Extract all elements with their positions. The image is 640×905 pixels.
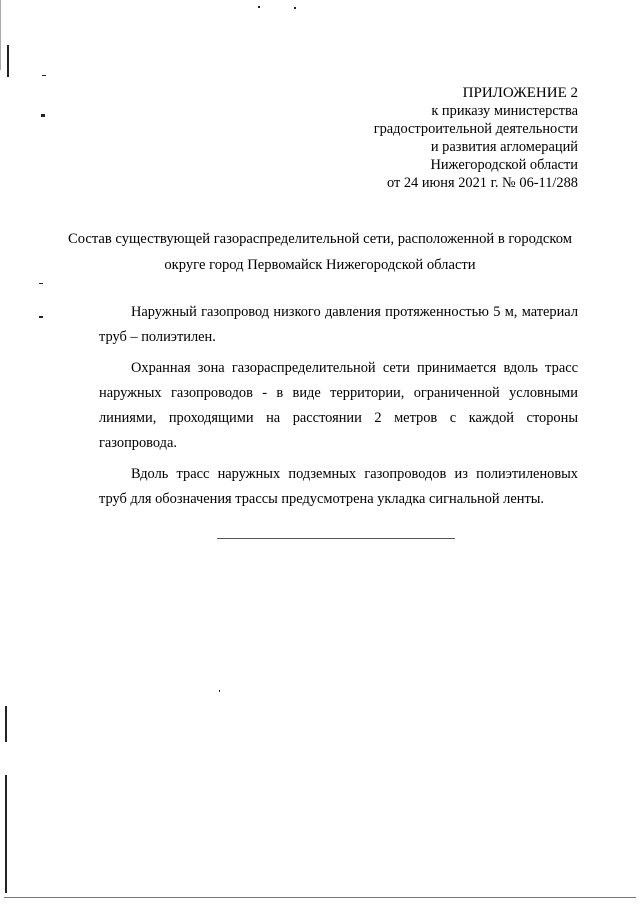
order-reference-line-4: Нижегородской области [430, 157, 578, 173]
document-body [99, 300, 578, 518]
order-reference-line-3: и развития агломераций [430, 139, 578, 155]
scan-bottom-line [4, 897, 636, 898]
scan-speck [219, 690, 220, 692]
order-reference-line-1: к приказу министерства [431, 103, 578, 119]
scan-speck [41, 114, 45, 117]
appendix-label: ПРИЛОЖЕНИЕ 2 [462, 85, 578, 101]
scan-speck [294, 7, 296, 9]
scan-speck [42, 75, 46, 76]
scan-edge-mark [5, 706, 7, 742]
scan-edge-mark [5, 775, 7, 893]
paragraph-pipeline: Наружный газопровод низкого давления протяженностью 5 м, материал труб – полиэтилен. [99, 304, 578, 345]
scan-speck [39, 316, 43, 318]
paragraph-signal-tape: Вдоль трасс наружных подземных газопроводов из полиэтиленовых труб для обозначения трассы предусмотрена укладка сигнальной ленты. [99, 466, 578, 507]
scan-speck [39, 283, 43, 284]
order-reference-line-2: градостроительной деятельности [373, 121, 578, 137]
order-date-number: от 24 июня 2021 г. № 06-11/288 [386, 175, 578, 191]
scan-edge-mark [7, 45, 9, 77]
scan-speck [258, 6, 260, 8]
paragraph-protection-zone: Охранная зона газораспределительной сети принимается вдоль трасс наружных газопроводов - в виде территории, ограниченной условными линиями, проходящими на расстоянии 2 метров с каждой стороны газопровода. [99, 360, 578, 451]
document-title: Состав существующей газораспределительной сети, расположенной в городском округе город Первомайск Нижегородской области [67, 231, 573, 273]
appendix-header [374, 84, 578, 192]
scan-edge-mark [0, 0, 1, 70]
end-separator-line [217, 538, 455, 539]
